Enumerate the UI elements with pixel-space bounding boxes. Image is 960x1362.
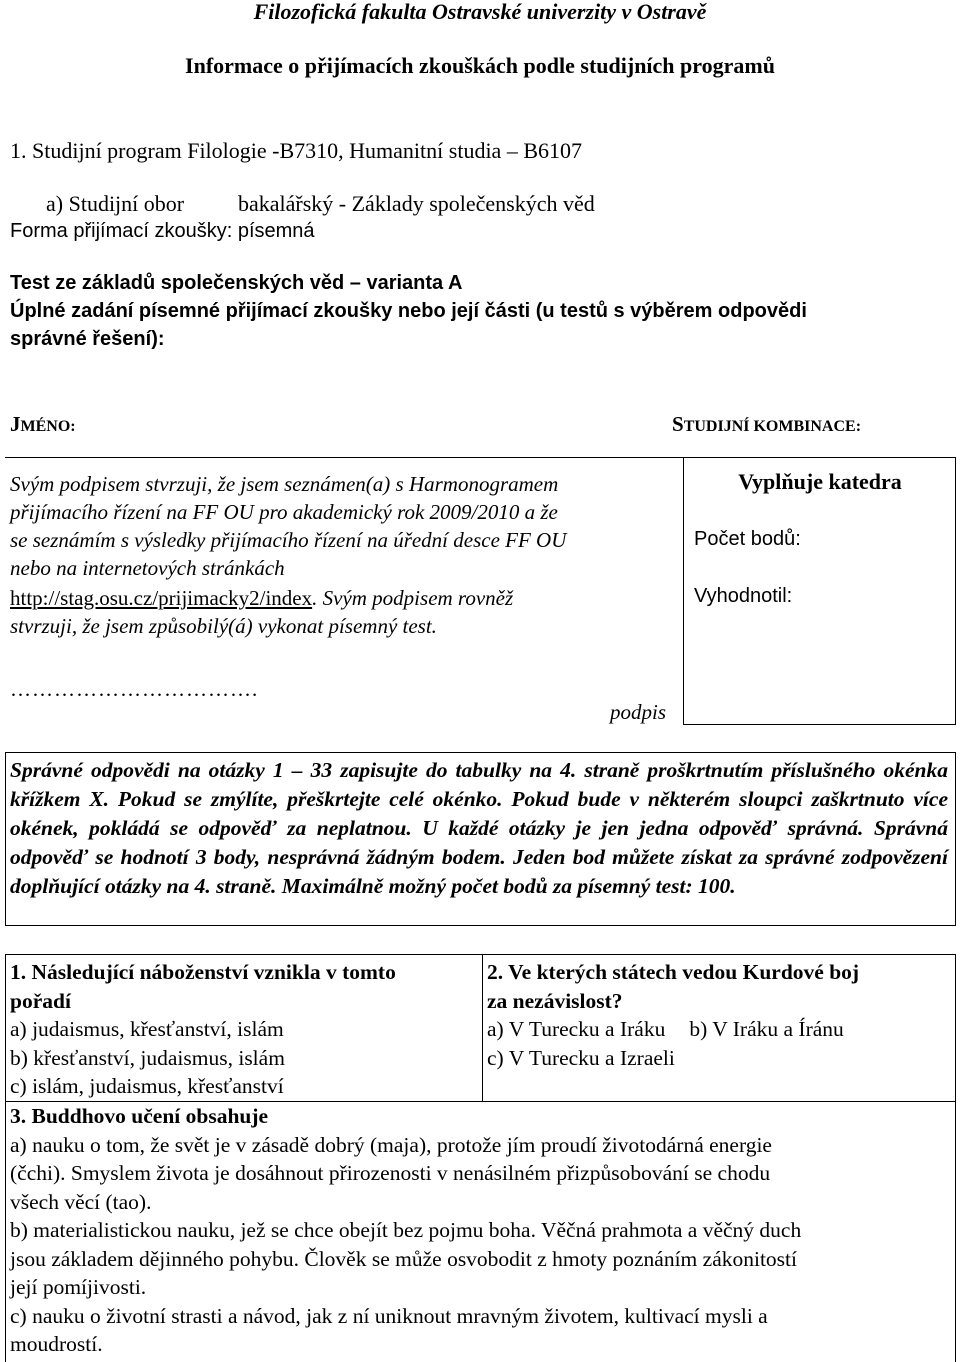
question-1-option-c: c) islám, judaismus, křesťanství [10,1074,284,1098]
harmonogram-link[interactable]: http://stag.osu.cz/prijimacky2/index [10,586,313,610]
questions-left-border [5,954,6,1362]
question-1-title: 1. Následující náboženství vznikla v tomto [10,960,396,984]
name-label: JMÉNO: [10,412,76,436]
question-3 [10,1102,801,1359]
question-3-option-a-line: a) nauku o tom, že svět je v zásadě dobrý (maja), protože jím proudí životodárná energie [10,1132,772,1157]
question-2-title: 2. Ve kterých státech vedou Kurdové boj [487,960,860,984]
question-2-option-a: a) V Turecku a Iráku [487,1017,666,1041]
question-3-option-b-line: jsou základem dějinného pohybu. Člověk se může osvobodit z hmoty poznáním zákonitostí [10,1246,797,1271]
exam-form: Forma přijímací zkoušky: písemná [10,220,315,242]
faculty-heading: Filozofická fakulta Ostravské univerzity v Ostravě [253,0,707,24]
declaration-line: stvrzuji, že jsem způsobilý(á) vykonat písemný test. [10,614,437,638]
study-combination-label: STUDIJNÍ KOMBINACE: [672,412,862,436]
declaration-line: Svým podpisem stvrzuji, že jsem seznámen(a) s Harmonogramem [10,472,559,496]
declaration-line: se seznámím s výsledky přijímacího řízení na úřední desce FF OU [10,528,567,552]
points-label: Počet bodů: [694,528,801,550]
question-1-option-a: a) judaismus, křesťanství, islám [10,1017,284,1041]
question-2-options-ab [487,1015,859,1044]
question-3-option-b-line: její pomíjivosti. [10,1275,147,1299]
signature-dots: ……………………………. [10,677,259,701]
question-3-option-a-line: všech věcí (tao). [10,1189,152,1214]
page-title: Informace o přijímacích zkouškách podle studijních programů [185,53,775,78]
field-label: a) Studijní obor [46,191,185,216]
field-value: bakalářský - Základy společenských věd [238,191,595,216]
question-2 [487,958,859,1072]
test-title: Test ze základů společenských věd – varianta A [10,272,463,294]
program-heading: 1. Studijní program Filologie -B7310, Humanitní studia – B6107 [10,138,582,163]
question-1-option-b: b) křesťanství, judaismus, islám [10,1045,285,1070]
test-subtitle-line2: správné řešení): [10,328,165,350]
question-1-title-cont: pořadí [10,988,71,1013]
declaration-link-line: http://stag.osu.cz/prijimacky2/index. Svým podpisem rovněž [10,586,514,610]
question-3-option-c-line: c) nauku o životní strasti a návod, jak z ní uniknout mravným životem, kultivací mysli a [10,1303,768,1328]
evaluated-label: Vyhodnotil: [694,585,793,607]
form-bottom-border [683,724,956,725]
declaration-line: nebo na internetových stránkách [10,556,285,580]
questions-divider [482,954,483,1102]
declaration-line: přijímacího řízení na FF OU pro akademický rok 2009/2010 a že [10,500,558,524]
form-divider [683,457,684,725]
signature-label: podpis [610,700,667,724]
instructions-text: Správné odpovědi na otázky 1 – 33 zapisujte do tabulky na 4. straně proškrtnutím příslušného okénka křížkem X. Pokud se zmýlíte, přeškrtejte celé okénko. Pokud bude v některém sloupci zaškrtnuto více okének, pokládá se odpověď za neplatnou. U každé otázky je jen jedna odpověď správná. Správná odpověď se hodnotí 3 body, nesprávná žádným bodem. Jeden bod můžete získat za správné zodpovězení doplňující otázky na 4. straně. Maximálně možný počet bodů za písemný test: 100. [10,758,948,898]
question-3-title: 3. Buddhovo učení obsahuje [10,1104,269,1128]
question-3-option-b-line: b) materialistickou nauku, jež se chce obejít bez pojmu boha. Věčná prahmota a věčný duch [10,1218,802,1242]
department-title: Vyplňuje katedra [738,469,902,494]
test-subtitle-line1: Úplné zadání písemné přijímací zkoušky nebo její části (u testů s výběrem odpovědi [10,300,807,322]
question-2-title-cont: za nezávislost? [487,988,623,1013]
question-2-option-b: b) V Iráku a Íránu [689,1017,844,1041]
question-3-option-c-line: moudrostí. [10,1332,103,1356]
questions-top-border [5,954,956,955]
form-right-border [955,457,956,725]
questions-right-border [955,954,956,1362]
question-2-option-c: c) V Turecku a Izraeli [487,1045,675,1070]
question-3-option-a-line: (čchi). Smyslem života je dosáhnout přirozenosti v nenásilném přizpůsobování se chodu [10,1161,771,1185]
question-1 [10,958,396,1101]
form-top-border [5,457,956,458]
